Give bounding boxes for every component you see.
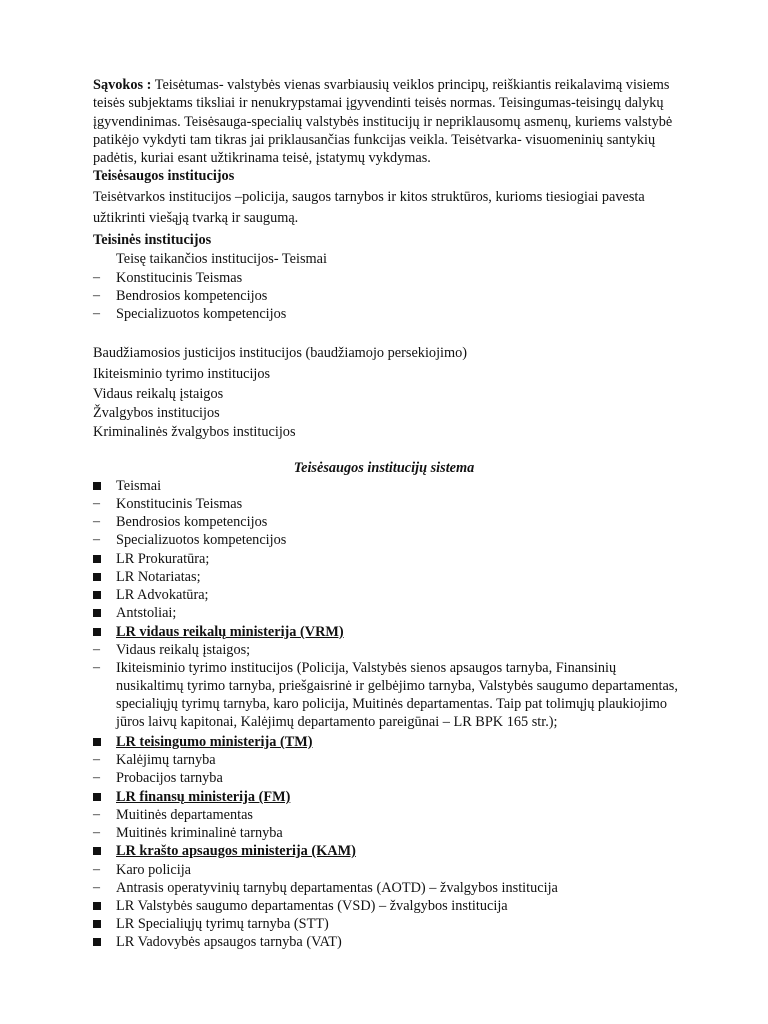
square-bullet-icon xyxy=(93,568,101,587)
definitions-line: įgyvendinimas. Teisėsauga-specialių valstybės institucijų ir nepriklausomų asmenų, kuriems valstybė xyxy=(93,114,673,130)
legal-institutions-intro: Teisę taikančios institucijos- Teismai xyxy=(116,251,327,267)
square-bullet-icon xyxy=(93,933,101,952)
dash-marker: – xyxy=(93,660,100,675)
dash-marker: – xyxy=(93,752,100,767)
list-item: Muitinės kriminalinė tarnyba xyxy=(116,825,283,841)
list-item: LR Notariatas; xyxy=(116,569,201,585)
law-enforcement-line: užtikrinti viešąją tvarką ir saugumą. xyxy=(93,210,299,226)
list-item: jūros laivų kapitonai, Kalėjimų departamento pareigūnai – LR BPK 165 str.); xyxy=(116,714,558,730)
square-bullet-icon xyxy=(93,550,101,569)
list-item: Teismai xyxy=(116,478,162,494)
list-item: Vidaus reikalų įstaigos; xyxy=(116,642,251,658)
dash-marker: – xyxy=(93,270,100,285)
square-bullet-icon xyxy=(93,897,101,916)
list-item: Specializuotos kompetencijos xyxy=(116,306,287,322)
square-bullet-icon xyxy=(93,733,101,752)
list-item: Bendrosios kompetencijos xyxy=(116,288,268,304)
criminal-justice-line: Vidaus reikalų įstaigos xyxy=(93,386,224,402)
dash-marker: – xyxy=(93,862,100,877)
list-item: Antstoliai; xyxy=(116,605,177,621)
criminal-justice-line: Kriminalinės žvalgybos institucijos xyxy=(93,424,296,440)
ministry-heading: LR vidaus reikalų ministerija (VRM) xyxy=(116,624,344,640)
list-item: Karo policija xyxy=(116,862,192,878)
dash-marker: – xyxy=(93,880,100,895)
list-item: Probacijos tarnyba xyxy=(116,770,223,786)
ministry-heading: LR krašto apsaugos ministerija (KAM) xyxy=(116,843,356,859)
list-item: Bendrosios kompetencijos xyxy=(116,514,268,530)
list-item: Konstitucinis Teismas xyxy=(116,270,243,286)
definitions-line: Sąvokos : Teisėtumas- valstybės vienas svarbiausių veiklos principų, reiškiantis reikalavimą visiems xyxy=(93,77,670,93)
dash-marker: – xyxy=(93,288,100,303)
criminal-justice-line: Ikiteisminio tyrimo institucijos xyxy=(93,366,271,382)
list-item: LR Vadovybės apsaugos tarnyba (VAT) xyxy=(116,934,342,950)
list-item: Ikiteisminio tyrimo institucijos (Policija, Valstybės sienos apsaugos tarnyba, Finansinių xyxy=(116,660,617,676)
dash-marker: – xyxy=(93,514,100,529)
definitions-line: teisės subjektams tiksliai ir nenukrypstamai įgyvendinti teisės normas. Teisingumas-teisingų dalykų xyxy=(93,95,664,111)
system-title: Teisėsaugos institucijų sistema xyxy=(293,460,475,476)
dash-marker: – xyxy=(93,496,100,511)
square-bullet-icon xyxy=(93,604,101,623)
definitions-line: padėtis, kuriai esant užtikrinama teisė, įstatymų vykdymas. xyxy=(93,150,431,166)
definitions-line: patikėjo vykdyti tam tikras jai priklausančias funkcijas veikla. Teisėtvarka- visuomeninių santykių xyxy=(93,132,656,148)
square-bullet-icon xyxy=(93,477,101,496)
square-bullet-icon xyxy=(93,623,101,642)
criminal-justice-line: Žvalgybos institucijos xyxy=(93,405,220,421)
list-item: LR Valstybės saugumo departamentas (VSD) – žvalgybos institucija xyxy=(116,898,508,914)
square-bullet-icon xyxy=(93,788,101,807)
ministry-heading: LR teisingumo ministerija (TM) xyxy=(116,734,313,750)
dash-marker: – xyxy=(93,770,100,785)
legal-institutions-heading: Teisinės institucijos xyxy=(93,232,212,248)
dash-marker: – xyxy=(93,825,100,840)
list-item: Konstitucinis Teismas xyxy=(116,496,243,512)
dash-marker: – xyxy=(93,532,100,547)
list-item: LR Advokatūra; xyxy=(116,587,209,603)
law-enforcement-heading: Teisėsaugos institucijos xyxy=(93,168,235,184)
criminal-justice-line: Baudžiamosios justicijos institucijos (baudžiamojo persekiojimo) xyxy=(93,345,468,361)
list-item: Kalėjimų tarnyba xyxy=(116,752,216,768)
dash-marker: – xyxy=(93,306,100,321)
list-item: Muitinės departamentas xyxy=(116,807,253,823)
law-enforcement-line: Teisėtvarkos institucijos –policija, saugos tarnybos ir kitos struktūros, kurioms tiesiogiai pavesta xyxy=(93,189,645,205)
square-bullet-icon xyxy=(93,586,101,605)
definitions-lead: Sąvokos : xyxy=(93,77,152,93)
dash-marker: – xyxy=(93,807,100,822)
list-item: Antrasis operatyvinių tarnybų departamentas (AOTD) – žvalgybos institucija xyxy=(116,880,558,896)
list-item: specialiųjų tyrimų tarnyba, karo policija, Muitinės departamentas. Taip pat tolimųjų plaukiojimo xyxy=(116,696,668,712)
list-item: Specializuotos kompetencijos xyxy=(116,532,287,548)
list-item: LR Prokuratūra; xyxy=(116,551,210,567)
dash-marker: – xyxy=(93,642,100,657)
ministry-heading: LR finansų ministerija (FM) xyxy=(116,789,291,805)
square-bullet-icon xyxy=(93,915,101,934)
list-item: nusikaltimų tyrimo tarnyba, priešgaisrinė ir gelbėjimo tarnyba, Valstybės saugumo departamentas, xyxy=(116,678,678,694)
list-item: LR Specialiųjų tyrimų tarnyba (STT) xyxy=(116,916,329,932)
square-bullet-icon xyxy=(93,842,101,861)
